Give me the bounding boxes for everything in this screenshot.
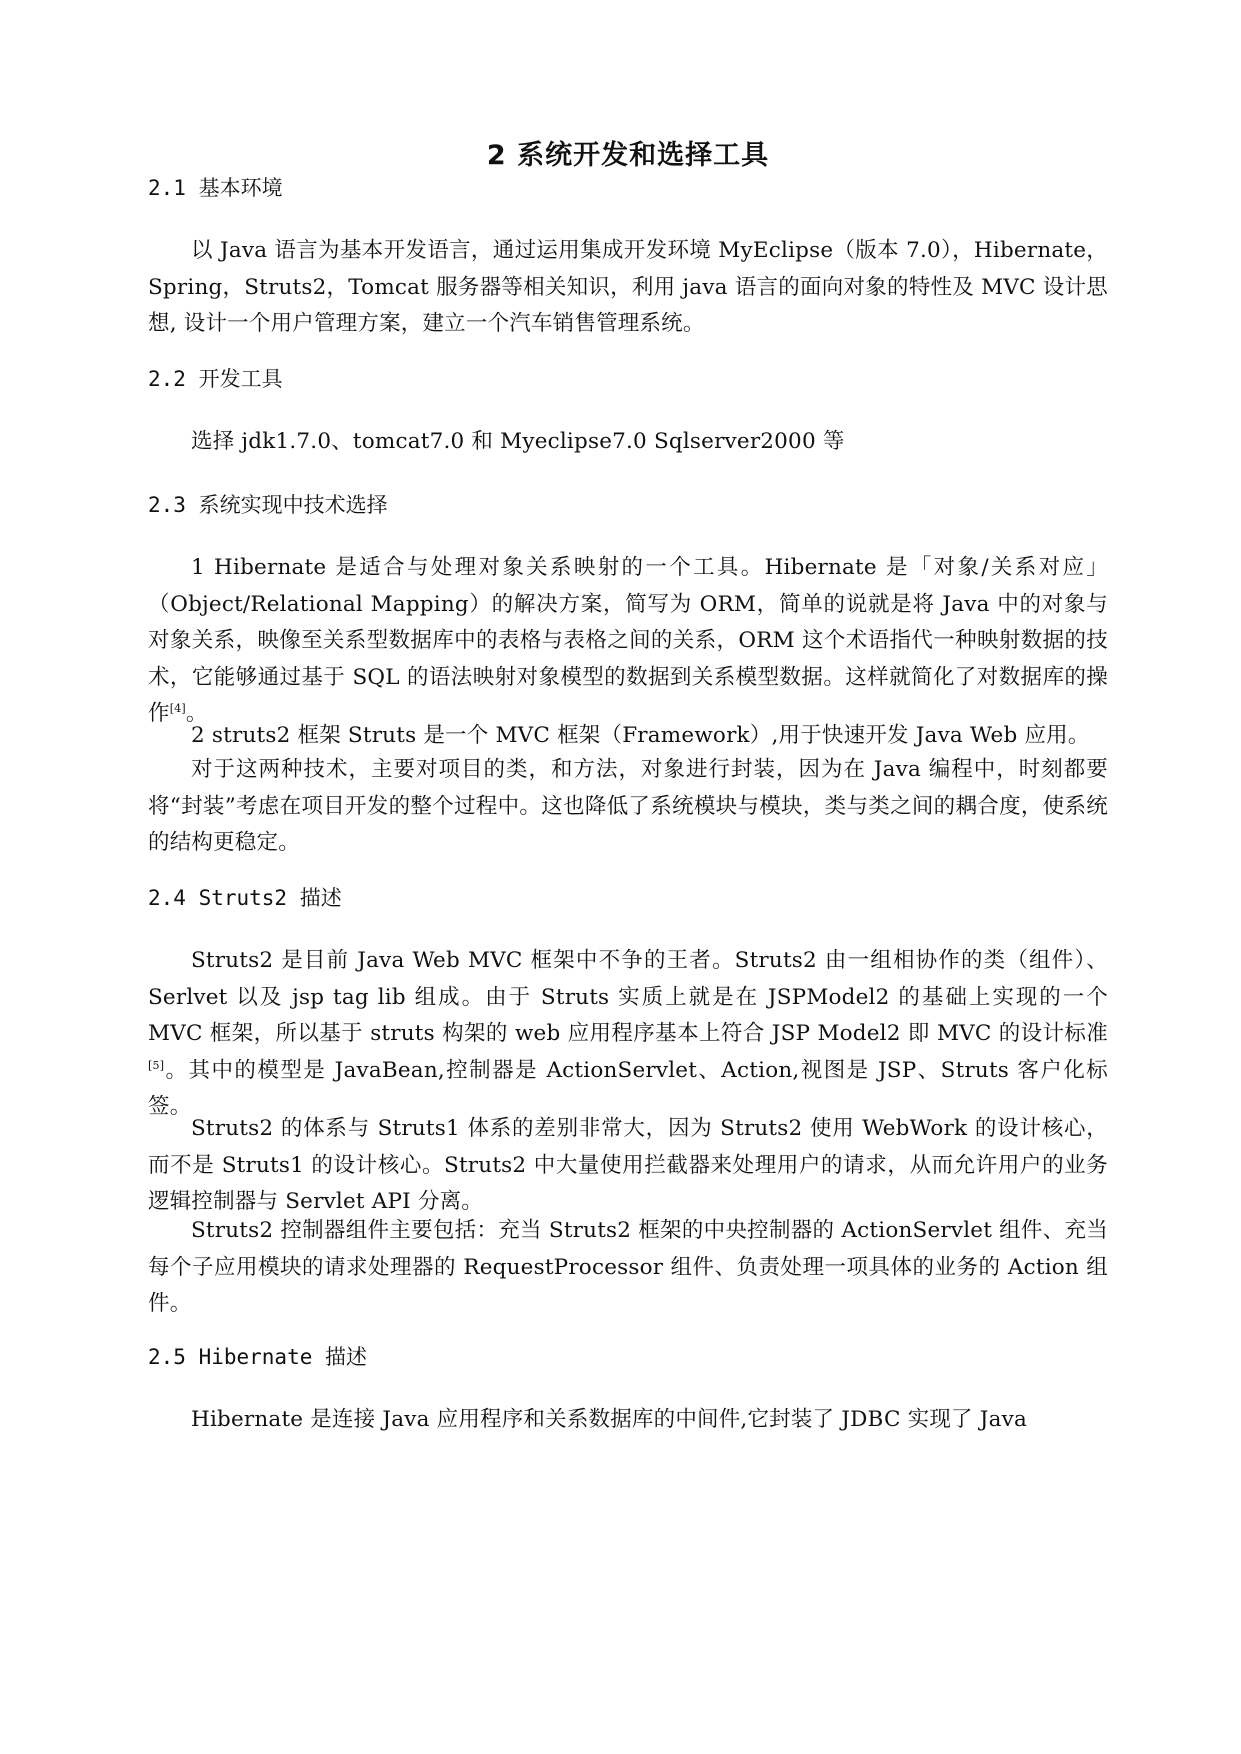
section-heading-2-2: 2.2 开发工具 xyxy=(148,367,283,391)
paragraph-hibernate-description: Hibernate 是连接 Java 应用程序和关系数据库的中间件,它封装了 JDBC 实现了 Java xyxy=(191,1407,1027,1432)
paragraph-hibernate-text: 1 Hibernate 是适合与处理对象关系映射的一个工具。Hibernate 是「对象/关系对应」（Object/Relational Mapping）的解决方案，简写为 ORM，简单的说就是将 Java 中的对象与对象关系，映像至关系型数据库中的表格与表格之间的关系，ORM 这个术语指代一种映射数据的技术，它能够通过基于 SQL 的语法映射对象模型的数据到关系模型数据。这样就简化了对数据库的操作 xyxy=(148,555,1108,726)
citation-ref-5: [5] xyxy=(148,1058,165,1072)
paragraph-encapsulation: 对于这两种技术，主要对项目的类，和方法，对象进行封装，因为在 Java 编程中，时刻都要将“封装”考虑在项目开发的整个过程中。这也降低了系统模块与模块，类与类之间的耦合度，使系统的结构更稳定。 xyxy=(148,757,1108,855)
paragraph-struts2-controller: Struts2 控制器组件主要包括：充当 Struts2 框架的中央控制器的 ActionServlet 组件、充当每个子应用模块的请求处理器的 RequestProcessor 组件、负责处理一项具体的业务的 Action 组件。 xyxy=(148,1218,1108,1316)
paragraph-struts2-intro: 2 struts2 框架 Struts 是一个 MVC 框架（Framework）,用于快速开发 Java Web 应用。 xyxy=(191,723,1090,748)
section-heading-2-1: 2.1 基本环境 xyxy=(148,176,283,200)
paragraph-struts2-text: Struts2 是目前 Java Web MVC 框架中不争的王者。Struts2 由一组相协作的类（组件）、Serlvet 以及 jsp tag lib 组成。由于 Struts 实质上就是在 JSPModel2 的基础上实现的一个 MVC 框架，所以基于 struts 构架的 web 应用程序基本上符合 JSP Model2 即 MVC 的设计标准 xyxy=(148,948,1108,1046)
section-heading-2-5: 2.5 Hibernate 描述 xyxy=(148,1345,368,1369)
citation-ref-4: [4] xyxy=(169,702,186,715)
paragraph-hibernate-intro xyxy=(148,550,1108,733)
section-heading-2-4: 2.4 Struts2 描述 xyxy=(148,886,342,910)
paragraph-struts2-description xyxy=(148,943,1108,1126)
paragraph-struts2-vs-struts1: Struts2 的体系与 Struts1 体系的差别非常大，因为 Struts2 使用 WebWork 的设计核心，而不是 Struts1 的设计核心。Struts2 中大量使用拦截器来处理用户的请求，从而允许用户的业务逻辑控制器与 Servlet API 分离。 xyxy=(148,1116,1108,1214)
paragraph-hibernate-end: 。 xyxy=(185,701,208,726)
paragraph-struts2-end: 。其中的模型是 JavaBean,控制器是 ActionServlet、Action,视图是 JSP、Struts 客户化标签。 xyxy=(148,1057,1108,1119)
paragraph-dev-tools: 选择 jdk1.7.0、tomcat7.0 和 Myeclipse7.0 Sqlserver2000 等 xyxy=(191,429,845,454)
document-page xyxy=(148,0,1108,1754)
paragraph-basic-environment: 以 Java 语言为基本开发语言，通过运用集成开发环境 MyEclipse（版本 7.0），Hibernate，Spring，Struts2，Tomcat 服务器等相关知识，利用 java 语言的面向对象的特性及 MVC 设计思想, 设计一个用户管理方案，建立一个汽车销售管理系统。 xyxy=(148,238,1108,336)
section-heading-2-3: 2.3 系统实现中技术选择 xyxy=(148,493,388,517)
chapter-title: 2 系统开发和选择工具 xyxy=(486,140,770,172)
